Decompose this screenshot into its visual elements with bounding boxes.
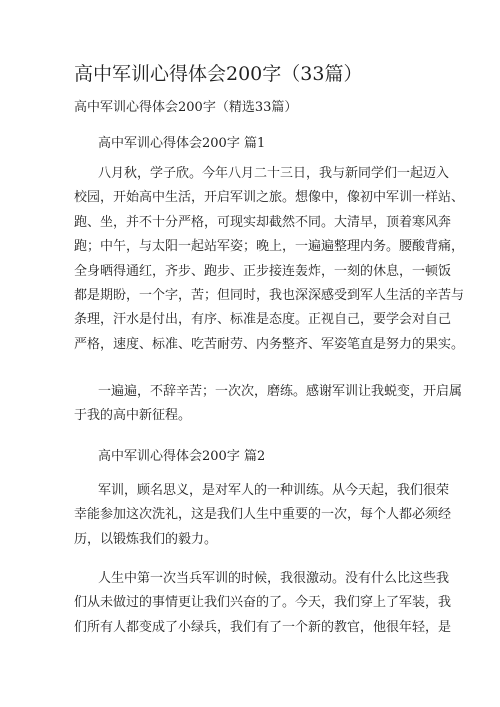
text-line: 历，以锻炼我们的毅力。 [74,531,218,547]
text-line: 都是期盼，一个字，苦；但同时，我也深深感受到军人生活的辛苦与 [74,287,465,303]
paragraph [74,479,452,552]
text-line: 们所有人都变成了小绿兵，我们有了一个新的教官，他很年轻，是 [74,619,452,635]
document-subtitle: 高中军训心得体会200字（精选33篇） [74,100,298,115]
text-line: 校园，开始高中生活，开启军训之旅。想像中，像初中军训一样站、 [74,190,465,206]
paragraph [74,380,463,429]
text-line: 跑、坐，并不十分严格，可现实却截然不同。大清早，顶着寒风奔 [74,214,452,230]
text-line: 八月秋，学子欣。今年八月二十三日，我与新同学们一起迈入 [98,166,450,181]
text-line: 人生中第一次当兵军训的时候，我很激动。没有什么比这些我 [98,571,450,586]
text-line: 严格，速度、标准、吃苦耐劳、内务整齐、军姿笔直是努力的果实。 [74,336,465,352]
text-line: 跑；中午，与太阳一起站军姿；晚上，一遍遍整理内务。腰酸背痛， [74,239,465,255]
text-line: 一遍遍，不辞辛苦；一次次，磨练。感谢军训让我蜕变，开启属 [98,384,463,399]
text-line: 于我的高中新征程。 [74,408,192,424]
text-line: 军训，顾名思义，是对军人的一种训练。从今天起，我们很荣 [98,483,450,498]
section-heading-2: 高中军训心得体会200字 篇2 [98,449,266,464]
text-line: 幸能参加这次洗礼，这是我们人生中重要的一次，每个人都必须经 [74,507,452,523]
paragraph [74,162,465,357]
document-title: 高中军训心得体会200字（33篇） [74,63,363,85]
paragraph [74,567,452,640]
section-heading-1: 高中军训心得体会200字 篇1 [98,136,266,151]
text-line: 全身晒得通红，齐步、跑步、正步接连轰炸，一刻的休息，一顿饭 [74,263,452,279]
text-line: 们从未做过的事情更让我们兴奋的了。今天，我们穿上了军装，我 [74,595,452,611]
text-line: 条理，汗水是付出，有序、标准是态度。正视自己，要学会对自己 [74,312,452,328]
